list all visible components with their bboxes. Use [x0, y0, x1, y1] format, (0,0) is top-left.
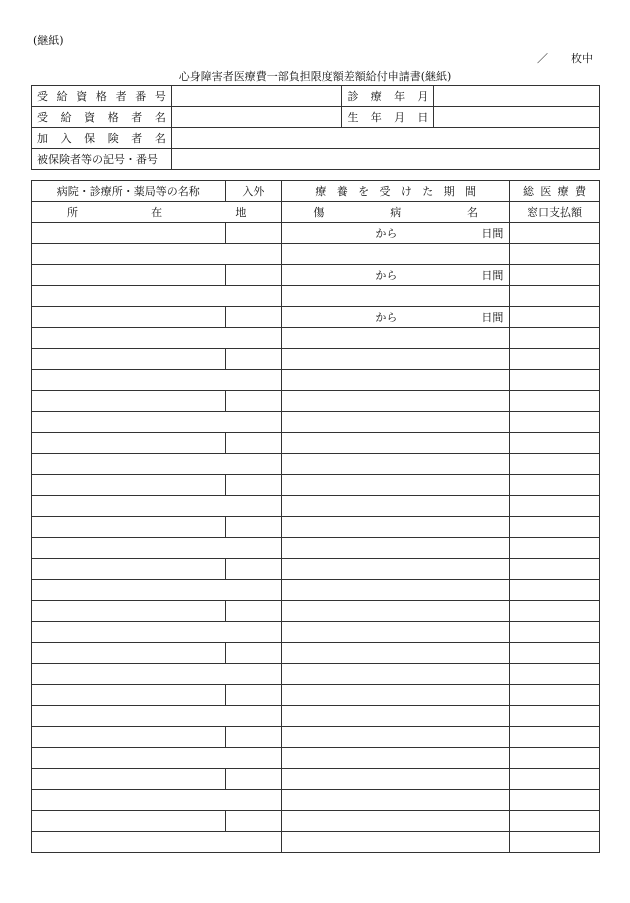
period-field[interactable]	[282, 601, 510, 622]
inout-field[interactable]	[225, 307, 282, 328]
period-header-label-char: 養	[336, 184, 348, 198]
entry-row-facility	[32, 517, 600, 538]
info-right-label-char: 療	[370, 89, 382, 103]
window-payment-field[interactable]	[510, 328, 600, 349]
inout-field[interactable]	[225, 685, 282, 706]
header-row-2	[32, 202, 600, 223]
period-field[interactable]	[282, 517, 510, 538]
info-value-field[interactable]	[171, 86, 342, 107]
address-field[interactable]	[32, 706, 282, 727]
header-row-1	[32, 181, 600, 202]
entry-row-address	[32, 580, 600, 601]
window-payment-field[interactable]	[510, 622, 600, 643]
window-payment-field[interactable]	[510, 286, 600, 307]
total-cost-field[interactable]	[510, 391, 600, 412]
entry-row-facility	[32, 643, 600, 664]
disease-field[interactable]	[282, 832, 510, 853]
disease-header-label-char: 名	[467, 205, 479, 219]
period-header-label-char: 間	[464, 184, 476, 198]
period-header-label-char: を	[358, 184, 370, 198]
info-row	[32, 107, 600, 128]
info-label-char: 号	[154, 89, 166, 103]
entry-row-facility	[32, 475, 600, 496]
info-label-char: 者	[131, 131, 143, 145]
period-field[interactable]	[282, 769, 510, 790]
inout-field[interactable]	[225, 601, 282, 622]
facility-name-field[interactable]	[32, 223, 226, 244]
disease-header-label-char: 傷	[313, 205, 325, 219]
inout-field[interactable]	[225, 769, 282, 790]
total-cost-field[interactable]	[510, 727, 600, 748]
inout-field[interactable]	[225, 223, 282, 244]
window-payment-field[interactable]	[510, 412, 600, 433]
entry-row-facility	[32, 769, 600, 790]
address-field[interactable]	[32, 370, 282, 391]
disease-field[interactable]	[282, 748, 510, 769]
total-header-label-char: 医	[540, 184, 552, 198]
entry-row-address	[32, 454, 600, 475]
disease-field[interactable]	[282, 538, 510, 559]
entry-row-address	[32, 244, 600, 265]
entry-row-address	[32, 790, 600, 811]
info-label-char: 資	[76, 89, 88, 103]
info-label-char: 給	[56, 89, 68, 103]
period-from-label: から	[375, 268, 398, 282]
info-label-char: 名	[154, 110, 166, 124]
window-payment-field[interactable]	[510, 790, 600, 811]
disease-field[interactable]	[282, 580, 510, 601]
inout-header-label: 入外	[242, 184, 265, 198]
entry-row-address	[32, 328, 600, 349]
total-cost-field[interactable]	[510, 601, 600, 622]
info-label-char: 加	[37, 131, 48, 145]
info-label-char: 受	[37, 89, 48, 103]
period-field[interactable]	[282, 685, 510, 706]
facility-name-field[interactable]	[32, 685, 226, 706]
window-payment-field[interactable]	[510, 832, 600, 853]
address-field[interactable]	[32, 496, 282, 517]
total-cost-field[interactable]	[510, 265, 600, 286]
total-cost-field[interactable]	[510, 811, 600, 832]
entry-row-facility	[32, 391, 600, 412]
period-from-label: から	[375, 226, 398, 240]
total-cost-field[interactable]	[510, 685, 600, 706]
info-right-value-field[interactable]	[434, 107, 600, 128]
entry-row-facility	[32, 265, 600, 286]
total-header-label	[518, 182, 591, 201]
period-field[interactable]	[282, 559, 510, 580]
period-days-label: 日間	[481, 226, 504, 240]
info-right-label	[342, 108, 433, 127]
window-payment-field[interactable]	[510, 664, 600, 685]
period-header-label-char: 療	[315, 184, 327, 198]
info-right-label-cell	[342, 107, 434, 128]
inout-field[interactable]	[225, 727, 282, 748]
total-cost-field[interactable]	[510, 643, 600, 664]
info-right-label-char: 診	[347, 89, 359, 103]
info-label-char: 名	[154, 131, 166, 145]
period-field[interactable]	[282, 265, 510, 286]
period-field[interactable]	[282, 223, 510, 244]
total-cost-field[interactable]	[510, 517, 600, 538]
disease-header-label-char: 病	[390, 205, 402, 219]
address-field[interactable]	[32, 454, 282, 475]
info-label-cell	[32, 107, 172, 128]
address-header	[32, 202, 282, 223]
period-field[interactable]	[282, 811, 510, 832]
total-cost-field[interactable]	[510, 475, 600, 496]
info-label-char: 者	[115, 89, 127, 103]
disease-field[interactable]	[282, 706, 510, 727]
address-field[interactable]	[32, 538, 282, 559]
disease-field[interactable]	[282, 496, 510, 517]
total-cost-field[interactable]	[510, 769, 600, 790]
inout-field[interactable]	[225, 265, 282, 286]
disease-field[interactable]	[282, 412, 510, 433]
facility-name-field[interactable]	[32, 391, 226, 412]
address-field[interactable]	[32, 286, 282, 307]
period-days-label: 日間	[481, 310, 504, 324]
info-right-label-char: 年	[394, 89, 406, 103]
info-right-label-char: 月	[417, 89, 429, 103]
period-field[interactable]	[282, 307, 510, 328]
total-cost-field[interactable]	[510, 433, 600, 454]
facility-name-field[interactable]	[32, 769, 226, 790]
info-right-label-cell	[342, 86, 434, 107]
facility-name-field[interactable]	[32, 811, 226, 832]
address-field[interactable]	[32, 580, 282, 601]
info-label	[32, 87, 171, 106]
window-payment-field[interactable]	[510, 748, 600, 769]
facility-name-field[interactable]	[32, 265, 226, 286]
period-field[interactable]	[282, 643, 510, 664]
address-header-label-char: 地	[235, 205, 247, 219]
entry-row-address	[32, 664, 600, 685]
inout-field[interactable]	[225, 811, 282, 832]
inout-header	[225, 181, 282, 202]
disease-field[interactable]	[282, 790, 510, 811]
facility-name-field[interactable]	[32, 307, 226, 328]
continuation-mark: (継紙)	[33, 34, 64, 47]
info-label-char: 格	[95, 89, 107, 103]
info-label	[32, 108, 171, 127]
form-title: 心身障害者医療費一部負担限度額差額給付申請書(継紙)	[178, 70, 452, 83]
disease-field[interactable]	[282, 328, 510, 349]
period-field[interactable]	[282, 349, 510, 370]
disease-field[interactable]	[282, 370, 510, 391]
window-payment-field[interactable]	[510, 538, 600, 559]
address-field[interactable]	[32, 748, 282, 769]
info-row	[32, 149, 600, 170]
period-header-label-char: け	[400, 184, 412, 198]
info-right-label-char: 日	[417, 110, 429, 124]
entry-row-address	[32, 706, 600, 727]
facility-name-field[interactable]	[32, 433, 226, 454]
period-field[interactable]	[282, 727, 510, 748]
facility-name-field[interactable]	[32, 643, 226, 664]
entry-row-address	[32, 286, 600, 307]
inout-field[interactable]	[225, 475, 282, 496]
address-field[interactable]	[32, 328, 282, 349]
facility-name-field[interactable]	[32, 727, 226, 748]
window-payment-field[interactable]	[510, 454, 600, 475]
entry-row-address	[32, 370, 600, 391]
window-payment-field[interactable]	[510, 580, 600, 601]
page-counter-suffix: 枚中	[571, 52, 593, 65]
entry-row-facility	[32, 307, 600, 328]
period-header	[282, 181, 510, 202]
facility-name-field[interactable]	[32, 475, 226, 496]
total-cost-field[interactable]	[510, 349, 600, 370]
info-label: 被保険者等の記号・番号	[37, 152, 158, 166]
entry-row-facility	[32, 349, 600, 370]
info-label-char: 資	[84, 110, 96, 124]
page-counter	[537, 50, 593, 66]
window-payment-field[interactable]	[510, 244, 600, 265]
disease-field[interactable]	[282, 286, 510, 307]
period-field[interactable]	[282, 391, 510, 412]
entry-row-address	[32, 496, 600, 517]
facility-name-field[interactable]	[32, 517, 226, 538]
address-field[interactable]	[32, 244, 282, 265]
period-field[interactable]	[282, 475, 510, 496]
address-field[interactable]	[32, 622, 282, 643]
total-header-label-char: 総	[523, 184, 535, 198]
info-row	[32, 128, 600, 149]
inout-field[interactable]	[225, 559, 282, 580]
total-header	[510, 181, 600, 202]
entry-row-facility	[32, 559, 600, 580]
entry-row-address	[32, 538, 600, 559]
entry-row-facility	[32, 433, 600, 454]
entry-row-facility	[32, 685, 600, 706]
disease-header	[282, 202, 510, 223]
disease-field[interactable]	[282, 664, 510, 685]
info-value-field[interactable]	[171, 107, 342, 128]
period-header-label-char: 期	[443, 184, 455, 198]
total-cost-field[interactable]	[510, 559, 600, 580]
info-label-char: 格	[107, 110, 119, 124]
inout-field[interactable]	[225, 349, 282, 370]
window-header-label: 窓口支払額	[527, 205, 583, 219]
entry-row-facility	[32, 811, 600, 832]
total-cost-field[interactable]	[510, 307, 600, 328]
info-row	[32, 86, 600, 107]
info-label-cell	[32, 86, 172, 107]
info-right-label-char: 生	[347, 110, 359, 124]
disease-field[interactable]	[282, 454, 510, 475]
info-right-label-char: 月	[394, 110, 406, 124]
info-right-label	[342, 87, 433, 106]
period-header-label	[310, 182, 481, 201]
address-header-label-char: 在	[151, 205, 163, 219]
disease-field[interactable]	[282, 622, 510, 643]
page-counter-slash: ／	[537, 52, 548, 65]
info-label-char: 番	[135, 89, 147, 103]
facility-name-field[interactable]	[32, 601, 226, 622]
entry-row-address	[32, 622, 600, 643]
address-field[interactable]	[32, 790, 282, 811]
total-header-label-char: 療	[557, 184, 569, 198]
period-days-label: 日間	[481, 268, 504, 282]
inout-field[interactable]	[225, 643, 282, 664]
info-right-label-char: 年	[370, 110, 382, 124]
facility-header-label: 病院・診療所・薬局等の名称	[56, 184, 200, 198]
facility-name-field[interactable]	[32, 559, 226, 580]
total-cost-field[interactable]	[510, 223, 600, 244]
window-payment-field[interactable]	[510, 496, 600, 517]
period-from-label: から	[375, 310, 398, 324]
info-label-char: 者	[131, 110, 143, 124]
disease-field[interactable]	[282, 244, 510, 265]
recipient-info-table	[31, 85, 600, 170]
address-header-label	[62, 203, 251, 222]
info-value-field[interactable]	[171, 149, 599, 170]
inout-field[interactable]	[225, 517, 282, 538]
period-header-label-char: 受	[379, 184, 391, 198]
info-label-char: 受	[37, 110, 48, 124]
info-label-char: 険	[107, 131, 119, 145]
inout-field[interactable]	[225, 391, 282, 412]
entry-row-address	[32, 412, 600, 433]
window-payment-field[interactable]	[510, 706, 600, 727]
facility-name-field[interactable]	[32, 349, 226, 370]
entry-row-facility	[32, 601, 600, 622]
entry-row-address	[32, 832, 600, 853]
info-label-char: 入	[60, 131, 72, 145]
facility-header	[32, 181, 226, 202]
period-header-label-char: た	[422, 184, 434, 198]
disease-header-label	[308, 203, 483, 222]
window-header	[510, 202, 600, 223]
info-label-cell	[32, 128, 172, 149]
info-label-char: 保	[84, 131, 96, 145]
medical-detail-table	[31, 180, 600, 853]
address-header-label-char: 所	[67, 205, 78, 219]
entry-row-facility	[32, 727, 600, 748]
address-field[interactable]	[32, 832, 282, 853]
address-field[interactable]	[32, 412, 282, 433]
info-label-cell	[32, 149, 172, 170]
info-label-char: 給	[60, 110, 72, 124]
window-payment-field[interactable]	[510, 370, 600, 391]
inout-field[interactable]	[225, 433, 282, 454]
entry-row-facility	[32, 223, 600, 244]
entry-row-address	[32, 748, 600, 769]
period-field[interactable]	[282, 433, 510, 454]
info-value-field[interactable]	[171, 128, 599, 149]
total-header-label-char: 費	[574, 184, 586, 198]
info-right-value-field[interactable]	[434, 86, 600, 107]
address-field[interactable]	[32, 664, 282, 685]
info-label	[32, 129, 171, 148]
